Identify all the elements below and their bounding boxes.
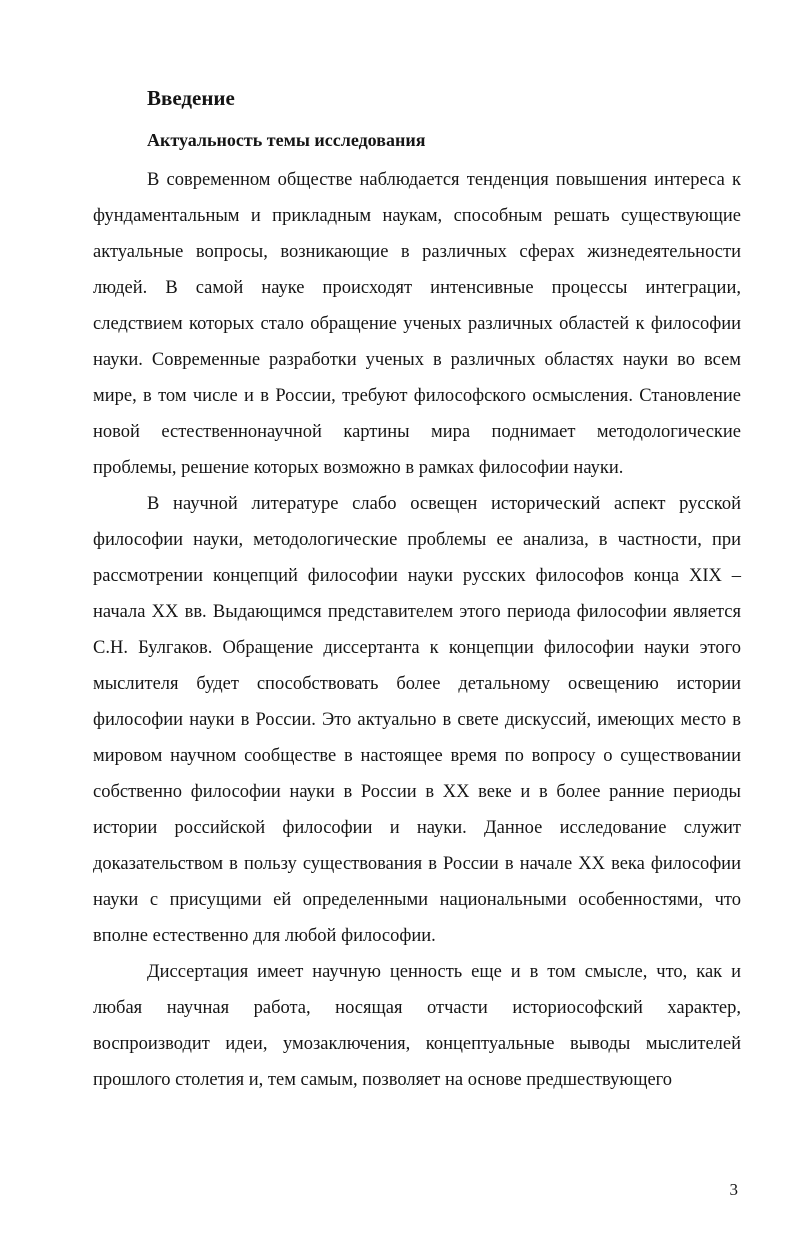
paragraph-1: В современном обществе наблюдается тенденция повышения интереса к фундаментальным и прикладным наукам, способным решать существующие актуальные вопросы, возникающие в различных сферах жизнедеятельности людей. В самой науке происходят интенсивные процессы интеграции, следствием которых стало обращение ученых различных областей к философии науки. Современные разработки ученых в различных областях науки во всем мире, в том числе и в России, требуют философского осмысления. Становление новой естественнонаучной картины мира поднимает методологические проблемы, решение которых возможно в рамках философии науки. (93, 170, 741, 478)
section-title: Введение (147, 86, 235, 110)
body-text (93, 162, 741, 1098)
paragraph-3: Диссертация имеет научную ценность еще и в том смысле, что, как и любая научная работа, носящая отчасти историософский характер, воспроизводит идеи, умозаключения, концептуальные выводы мыслителей прошлого столетия и, тем самым, позволяет на основе предшествующего (93, 962, 741, 1090)
section-subtitle: Актуальность темы исследования (147, 130, 426, 150)
paragraph-2: В научной литературе слабо освещен исторический аспект русской философии науки, методологические проблемы ее анализа, в частности, при рассмотрении концепций философии науки русских философов конца XIX – начала XX вв. Выдающимся представителем этого периода философии является С.Н. Булгаков. Обращение диссертанта к концепции философии науки этого мыслителя будет способствовать более детальному освещению истории философии науки в России. Это актуально в свете дискуссий, имеющих место в мировом научном сообществе в настоящее время по вопросу о существовании собственно философии науки в России в XX веке и в более ранние периоды истории российской философии и науки. Данное исследование служит доказательством в пользу существования в России в начале XX века философии науки с присущими ей определенными национальными особенностями, что вполне естественно для любой философии. (93, 494, 741, 946)
page-number: 3 (729, 1180, 738, 1199)
